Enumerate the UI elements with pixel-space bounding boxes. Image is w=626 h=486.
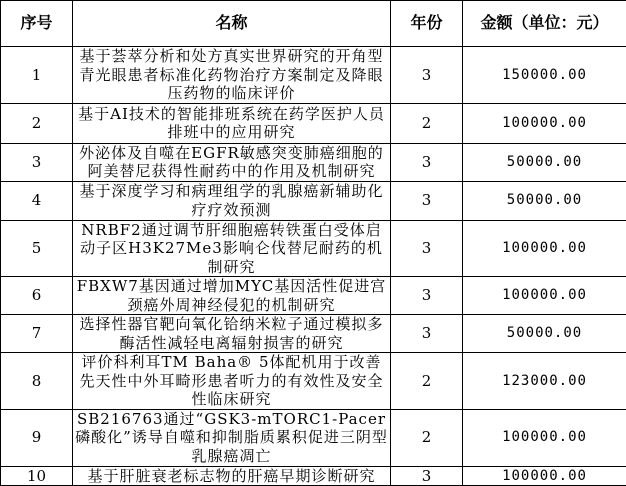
- cell-name: FBXW7基因通过增加MYC基因活性促进宫颈癌外周神经侵犯的机制研究: [73, 277, 391, 315]
- header-no: 序号: [1, 1, 73, 47]
- cell-amount: 100000.00: [463, 277, 626, 315]
- cell-amount: 100000.00: [463, 466, 626, 486]
- cell-no: 8: [1, 353, 73, 410]
- cell-years: 3: [391, 143, 463, 181]
- cell-years: 3: [391, 315, 463, 353]
- table-row: [1, 466, 626, 486]
- table-row: [1, 181, 626, 220]
- cell-name: 外泌体及自噬在EGFR敏感突变肺癌细胞的阿美替尼获得性耐药中的作用及机制研究: [73, 143, 391, 181]
- table-row: [1, 220, 626, 277]
- table-row: [1, 47, 626, 104]
- cell-name: 评价科利耳TM Baha® 5体配机用于改善先天性中外耳畸形患者听力的有效性及安全性临床研究: [73, 353, 391, 410]
- cell-name: SB216763通过“GSK3-mTORC1-Pacer磷酸化”诱导自噬和抑制脂质累积促进三阴型乳腺癌凋亡: [73, 409, 391, 466]
- cell-name: 基于深度学习和病理组学的乳腺癌新辅助化疗疗效预测: [73, 181, 391, 220]
- table-row: [1, 277, 626, 315]
- table-row: [1, 143, 626, 181]
- cell-name: 基于AI技术的智能排班系统在药学医护人员排班中的应用研究: [73, 103, 391, 143]
- cell-name: 基于荟萃分析和处方真实世界研究的开角型青光眼患者标准化药物治疗方案制定及降眼压药物的临床评价: [73, 47, 391, 104]
- cell-amount: 150000.00: [463, 47, 626, 104]
- cell-amount: 100000.00: [463, 103, 626, 143]
- cell-years: 3: [391, 277, 463, 315]
- cell-years: 2: [391, 103, 463, 143]
- cell-name: 基于肝脏衰老标志物的肝癌早期诊断研究: [73, 466, 391, 486]
- cell-years: 3: [391, 47, 463, 104]
- cell-amount: 100000.00: [463, 409, 626, 466]
- table-row: [1, 103, 626, 143]
- cell-no: 10: [1, 466, 73, 486]
- cell-amount: 100000.00: [463, 220, 626, 277]
- cell-name: 选择性器官靶向氧化铪纳米粒子通过模拟多酶活性减轻电离辐射损害的研究: [73, 315, 391, 353]
- cell-years: 3: [391, 220, 463, 277]
- cell-years: 2: [391, 353, 463, 410]
- cell-no: 2: [1, 103, 73, 143]
- cell-amount: 123000.00: [463, 353, 626, 410]
- cell-name: NRBF2通过调节肝细胞癌转铁蛋白受体启动子区H3K27Me3影响仑伐替尼耐药的机制研究: [73, 220, 391, 277]
- table-row: [1, 353, 626, 410]
- cell-amount: 50000.00: [463, 143, 626, 181]
- cell-years: 3: [391, 466, 463, 486]
- cell-no: 4: [1, 181, 73, 220]
- cell-years: 3: [391, 181, 463, 220]
- cell-no: 5: [1, 220, 73, 277]
- cell-no: 1: [1, 47, 73, 104]
- table-row: [1, 315, 626, 353]
- header-amount: 金额（单位：元）: [463, 1, 626, 47]
- cell-no: 3: [1, 143, 73, 181]
- header-name: 名称: [73, 1, 391, 47]
- cell-amount: 50000.00: [463, 315, 626, 353]
- cell-no: 6: [1, 277, 73, 315]
- cell-years: 2: [391, 409, 463, 466]
- cell-no: 9: [1, 409, 73, 466]
- header-years: 年份: [391, 1, 463, 47]
- table-header-row: [1, 1, 626, 47]
- table-row: [1, 409, 626, 466]
- cell-no: 7: [1, 315, 73, 353]
- cell-amount: 50000.00: [463, 181, 626, 220]
